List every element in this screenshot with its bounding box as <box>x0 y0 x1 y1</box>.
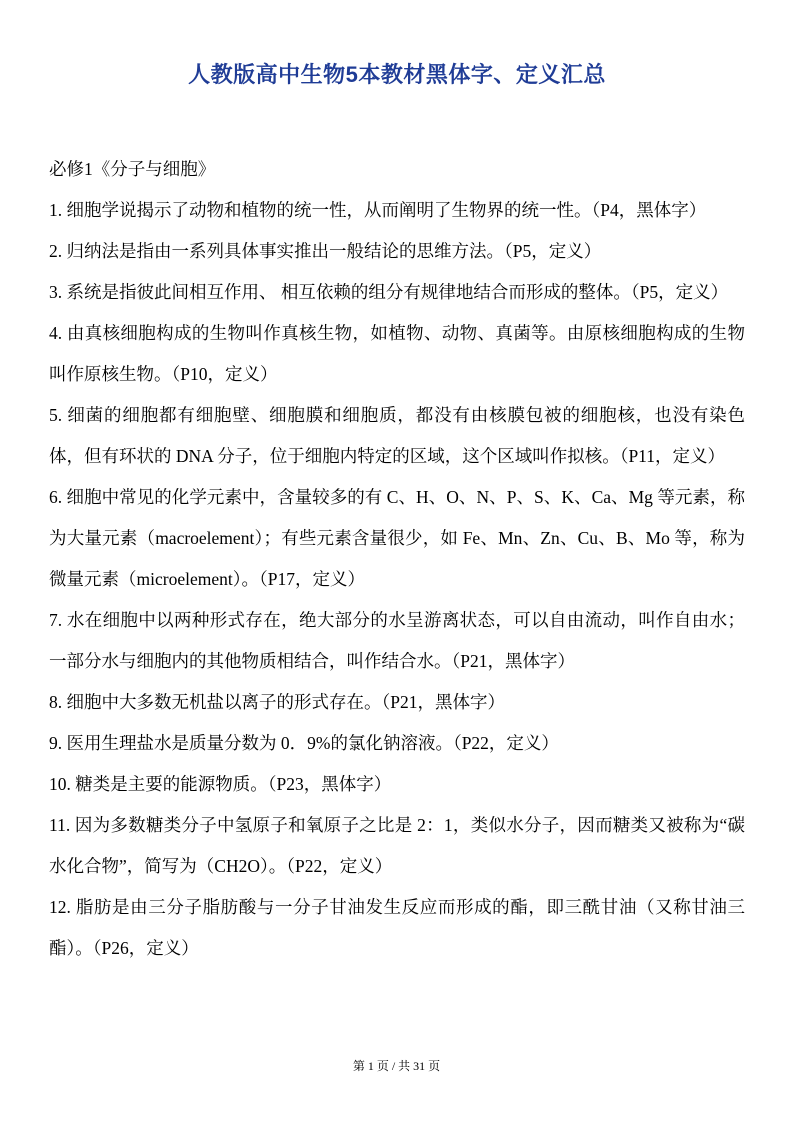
list-item: 7. 水在细胞中以两种形式存在，绝大部分的水呈游离状态，可以自由流动，叫作自由水；一部分水与细胞内的其他物质相结合，叫作结合水。（P21，黑体字） <box>49 610 745 671</box>
list-item: 11. 因为多数糖类分子中氢原子和氧原子之比是 2：1，类似水分子，因而糖类又被称为“碳水化合物”，简写为（CH2O）。（P22，定义） <box>49 815 745 876</box>
list-item: 2. 归纳法是指由一系列具体事实推出一般结论的思维方法。（P5，定义） <box>49 241 602 261</box>
list-item: 5. 细菌的细胞都有细胞壁、细胞膜和细胞质，都没有由核膜包被的细胞核，也没有染色体，但有环状的 DNA 分子，位于细胞内特定的区域，这个区域叫作拟核。（P11，定义） <box>49 405 745 466</box>
list-item: 8. 细胞中大多数无机盐以离子的形式存在。（P21，黑体字） <box>49 692 505 712</box>
document-body <box>49 149 745 969</box>
list-item: 3. 系统是指彼此间相互作用、 相互依赖的组分有规律地结合而形成的整体。（P5，定义） <box>49 282 729 302</box>
page-title: 人教版高中生物5本教材黑体字、定义汇总 <box>188 62 606 87</box>
section-heading: 必修1《分子与细胞》 <box>49 159 216 179</box>
list-item: 9. 医用生理盐水是质量分数为 0．9%的氯化钠溶液。（P22，定义） <box>49 733 559 753</box>
list-item: 12. 脂肪是由三分子脂肪酸与一分子甘油发生反应而形成的酯，即三酰甘油（又称甘油三酯）。（P26，定义） <box>49 897 745 958</box>
list-item: 1. 细胞学说揭示了动物和植物的统一性，从而阐明了生物界的统一性。（P4，黑体字） <box>49 200 707 220</box>
list-item: 10. 糖类是主要的能源物质。（P23，黑体字） <box>49 774 392 794</box>
page-footer: 第 1 页 / 共 31 页 <box>352 1059 441 1073</box>
list-item: 6. 细胞中常见的化学元素中，含量较多的有 C、H、O、N、P、S、K、Ca、Mg 等元素，称为大量元素（macroelement）；有些元素含量很少，如 Fe、Mn、Zn、Cu、B、Mo 等，称为微量元素（microelement）。（P17，定义） <box>49 487 745 589</box>
list-item: 4. 由真核细胞构成的生物叫作真核生物，如植物、动物、真菌等。由原核细胞构成的生物叫作原核生物。（P10，定义） <box>49 323 745 384</box>
